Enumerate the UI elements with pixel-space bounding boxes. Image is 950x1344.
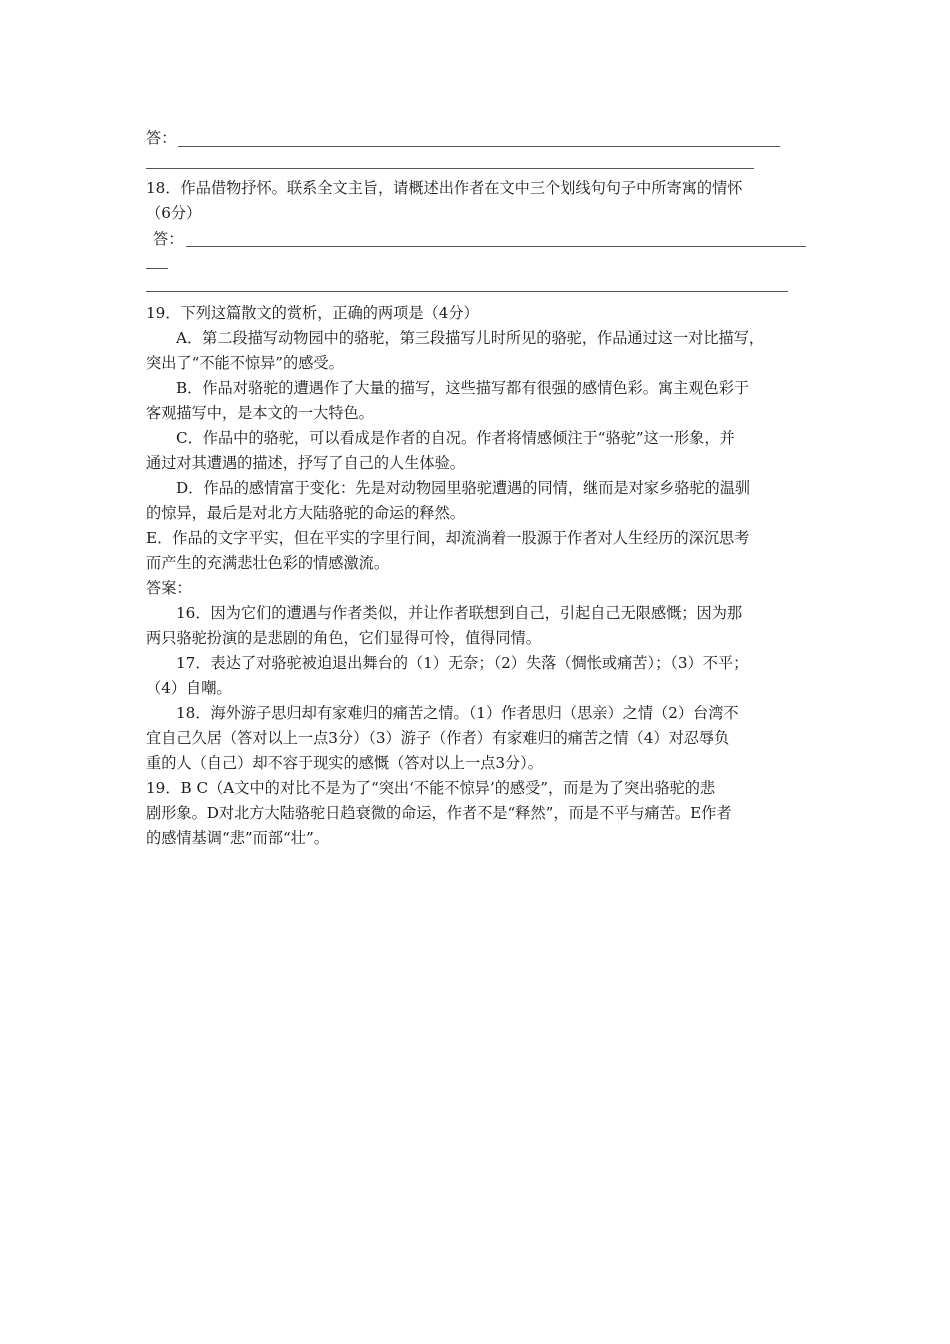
q19-option-c-line1: C．作品中的骆驼，可以看成是作者的自况。作者将情感倾注于“骆驼”这一形象，并 <box>176 429 735 447</box>
answer-line <box>146 268 168 269</box>
q19-option-d-line1: D．作品的感情富于变化：先是对动物园里骆驼遭遇的同情，继而是对家乡骆驼的温驯 <box>176 479 751 497</box>
q19-option-b-line1: B．作品对骆驼的遭遇作了大量的描写，这些描写都有很强的感情色彩。寓主观色彩于 <box>176 379 750 397</box>
q18-prompt-line2: （6分） <box>146 204 202 222</box>
answer-line <box>146 291 788 292</box>
answer-19-line1: 19．B C（A文中的对比不是为了“突出‘不能不惊异’的感受”，而是为了突出骆驼的悲 <box>146 779 716 797</box>
q18-prompt-line1: 18．作品借物抒怀。联系全文主旨，请概述出作者在文中三个划线句句子中所寄寓的情怀 <box>146 179 743 197</box>
answer-17-line2: （4）自嘲。 <box>146 679 232 697</box>
answer-18-line1: 18．海外游子思归却有家难归的痛苦之情。（1）作者思归（思亲）之情（2）台湾不 <box>176 704 739 722</box>
q17-answer-prefix: 答： <box>146 129 177 147</box>
q18-answer-prefix: 答： <box>153 230 184 248</box>
q19-option-d-line2: 的惊异，最后是对北方大陆骆驼的命运的释然。 <box>146 504 465 522</box>
answer-17-line1: 17．表达了对骆驼被迫退出舞台的（1）无奈；（2）失落（惆怅或痛苦）；（3）不平； <box>176 654 749 672</box>
q19-option-c-line2: 通过对其遭遇的描述，抒写了自己的人生体验。 <box>146 454 465 472</box>
q19-option-b-line2: 客观描写中，是本文的一大特色。 <box>146 404 374 422</box>
q19-option-e-line2: 而产生的充满悲壮色彩的情感激流。 <box>146 554 389 572</box>
answer-18-line2: 宜自己久居（答对以上一点3分）（3）游子（作者）有家难归的痛苦之情（4）对忍辱负 <box>146 729 730 747</box>
answer-line <box>146 168 754 169</box>
answer-18-line3: 重的人（自己）却不容于现实的感慨（答对以上一点3分）。 <box>146 754 543 772</box>
answer-16-line2: 两只骆驼扮演的是悲剧的角色，它们显得可怜，值得同情。 <box>146 629 541 647</box>
q19-option-a-line2: 突出了“不能不惊异”的感受。 <box>146 354 344 372</box>
answer-19-line3: 的感情基调“悲”而部“壮”。 <box>146 829 329 847</box>
answer-16-line1: 16．因为它们的遭遇与作者类似，并让作者联想到自己，引起自己无限感慨；因为那 <box>176 604 743 622</box>
q19-prompt: 19．下列这篇散文的赏析，正确的两项是（4分） <box>146 304 479 322</box>
answers-heading: 答案： <box>146 579 192 597</box>
q19-option-e-line1: E．作品的文字平实，但在平实的字里行间，却流淌着一股源于作者对人生经历的深沉思考 <box>146 529 750 547</box>
answer-19-line2: 剧形象。D对北方大陆骆驼日趋衰微的命运，作者不是“释然”，而是不平与痛苦。E作者 <box>146 804 732 822</box>
answer-line <box>186 246 806 247</box>
answer-line <box>178 146 780 147</box>
q19-option-a-line1: A．第二段描写动物园中的骆驼，第三段描写儿时所见的骆驼，作品通过这一对比描写， <box>176 329 765 347</box>
